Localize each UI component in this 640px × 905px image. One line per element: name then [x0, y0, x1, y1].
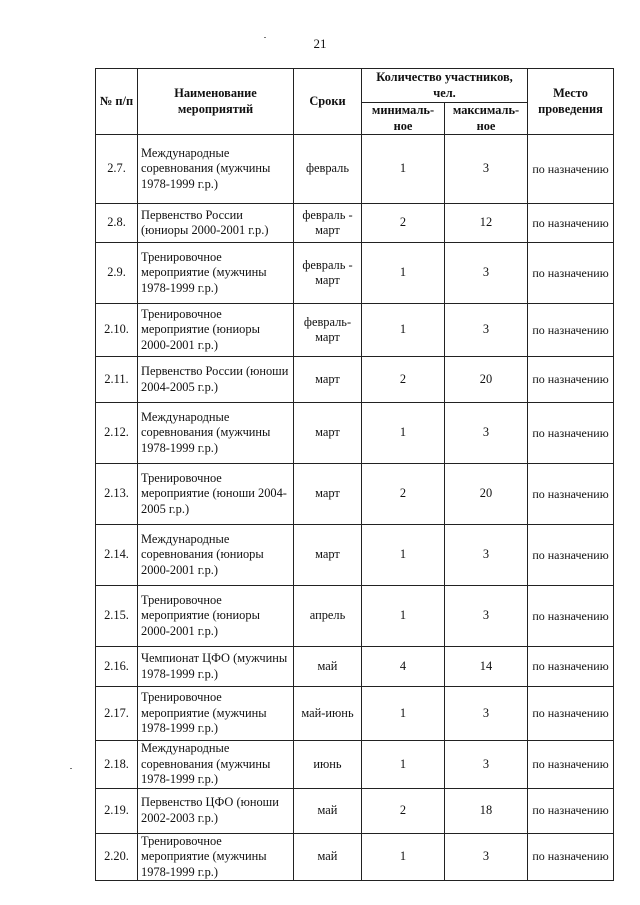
header-participants: Количество участников, чел.: [362, 69, 528, 103]
row-number: 2.20.: [96, 833, 138, 881]
row-min-participants: 1: [362, 741, 445, 789]
row-number: 2.12.: [96, 403, 138, 464]
row-number: 2.7.: [96, 135, 138, 204]
row-min-participants: 1: [362, 304, 445, 357]
table-row: [96, 788, 614, 833]
row-venue: по назначению: [528, 403, 614, 464]
row-venue: по назначению: [528, 304, 614, 357]
header-max: максималь-ное: [445, 103, 528, 135]
row-name: Первенство России (юноши 2004-2005 г.р.): [138, 357, 294, 403]
row-dates: май: [294, 647, 362, 687]
header-min: минималь-ное: [362, 103, 445, 135]
row-name: Тренировочное мероприятие (мужчины 1978-1999 г.р.): [138, 243, 294, 304]
row-name: Международные соревнования (мужчины 1978-1999 г.р.): [138, 403, 294, 464]
row-name: Тренировочное мероприятие (юниоры 2000-2001 г.р.): [138, 304, 294, 357]
row-max-participants: 3: [445, 687, 528, 741]
row-venue: по назначению: [528, 204, 614, 243]
table-row: [96, 357, 614, 403]
row-min-participants: 1: [362, 243, 445, 304]
row-dates: март: [294, 525, 362, 586]
row-min-participants: 2: [362, 204, 445, 243]
row-venue: по назначению: [528, 833, 614, 881]
row-dates: февраль - март: [294, 204, 362, 243]
header-name: Наименование мероприятий: [138, 69, 294, 135]
row-dates: май: [294, 788, 362, 833]
row-number: 2.13.: [96, 464, 138, 525]
row-number: 2.18.: [96, 741, 138, 789]
row-min-participants: 1: [362, 586, 445, 647]
row-name: Чемпионат ЦФО (мужчины 1978-1999 г.р.): [138, 647, 294, 687]
row-dates: июнь: [294, 741, 362, 789]
row-min-participants: 4: [362, 647, 445, 687]
row-venue: по назначению: [528, 788, 614, 833]
row-number: 2.16.: [96, 647, 138, 687]
row-number: 2.17.: [96, 687, 138, 741]
row-min-participants: 2: [362, 357, 445, 403]
row-name: Первенство России (юниоры 2000-2001 г.р.): [138, 204, 294, 243]
row-venue: по назначению: [528, 687, 614, 741]
row-dates: март: [294, 464, 362, 525]
row-venue: по назначению: [528, 647, 614, 687]
table-row: [96, 525, 614, 586]
row-name: Тренировочное мероприятие (мужчины 1978-1999 г.р.): [138, 833, 294, 881]
row-max-participants: 20: [445, 464, 528, 525]
table-row: [96, 586, 614, 647]
row-name: Тренировочное мероприятие (юноши 2004-2005 г.р.): [138, 464, 294, 525]
table-row: [96, 647, 614, 687]
table-body: [96, 135, 614, 881]
row-max-participants: 3: [445, 304, 528, 357]
table-row: [96, 403, 614, 464]
row-max-participants: 3: [445, 403, 528, 464]
table-header: [96, 69, 614, 135]
row-max-participants: 3: [445, 741, 528, 789]
row-venue: по назначению: [528, 464, 614, 525]
table-row: [96, 687, 614, 741]
events-table: [95, 68, 614, 881]
row-number: 2.8.: [96, 204, 138, 243]
table-row: [96, 304, 614, 357]
row-venue: по назначению: [528, 741, 614, 789]
row-max-participants: 20: [445, 357, 528, 403]
row-number: 2.9.: [96, 243, 138, 304]
row-min-participants: 2: [362, 464, 445, 525]
row-dates: май: [294, 833, 362, 881]
scan-speck: [70, 768, 72, 769]
row-max-participants: 3: [445, 243, 528, 304]
row-max-participants: 18: [445, 788, 528, 833]
row-name: Тренировочное мероприятие (юниоры 2000-2001 г.р.): [138, 586, 294, 647]
row-venue: по назначению: [528, 135, 614, 204]
scan-speck: [264, 37, 266, 38]
row-number: 2.11.: [96, 357, 138, 403]
row-min-participants: 1: [362, 525, 445, 586]
row-number: 2.19.: [96, 788, 138, 833]
table-row: [96, 243, 614, 304]
row-min-participants: 1: [362, 403, 445, 464]
row-min-participants: 1: [362, 833, 445, 881]
row-min-participants: 1: [362, 135, 445, 204]
row-number: 2.10.: [96, 304, 138, 357]
table-row: [96, 464, 614, 525]
row-max-participants: 12: [445, 204, 528, 243]
header-dates: Сроки: [294, 69, 362, 135]
row-venue: по назначению: [528, 357, 614, 403]
row-number: 2.14.: [96, 525, 138, 586]
row-max-participants: 3: [445, 833, 528, 881]
row-dates: февраль-март: [294, 304, 362, 357]
row-dates: апрель: [294, 586, 362, 647]
header-number: № п/п: [96, 69, 138, 135]
row-max-participants: 3: [445, 135, 528, 204]
header-venue: Место проведения: [528, 69, 614, 135]
table-row: [96, 135, 614, 204]
row-venue: по назначению: [528, 243, 614, 304]
row-max-participants: 14: [445, 647, 528, 687]
table-row: [96, 741, 614, 789]
row-name: Тренировочное мероприятие (мужчины 1978-1999 г.р.): [138, 687, 294, 741]
row-dates: февраль - март: [294, 243, 362, 304]
row-min-participants: 1: [362, 687, 445, 741]
row-dates: май-июнь: [294, 687, 362, 741]
row-dates: март: [294, 403, 362, 464]
row-name: Международные соревнования (мужчины 1978-1999 г.р.): [138, 741, 294, 789]
row-dates: март: [294, 357, 362, 403]
page-number: 21: [313, 36, 327, 51]
row-max-participants: 3: [445, 525, 528, 586]
row-name: Первенство ЦФО (юноши 2002-2003 г.р.): [138, 788, 294, 833]
row-min-participants: 2: [362, 788, 445, 833]
row-venue: по назначению: [528, 586, 614, 647]
row-name: Международные соревнования (мужчины 1978-1999 г.р.): [138, 135, 294, 204]
row-name: Международные соревнования (юниоры 2000-2001 г.р.): [138, 525, 294, 586]
row-venue: по назначению: [528, 525, 614, 586]
table-row: [96, 204, 614, 243]
row-number: 2.15.: [96, 586, 138, 647]
table-row: [96, 833, 614, 881]
row-max-participants: 3: [445, 586, 528, 647]
row-dates: февраль: [294, 135, 362, 204]
